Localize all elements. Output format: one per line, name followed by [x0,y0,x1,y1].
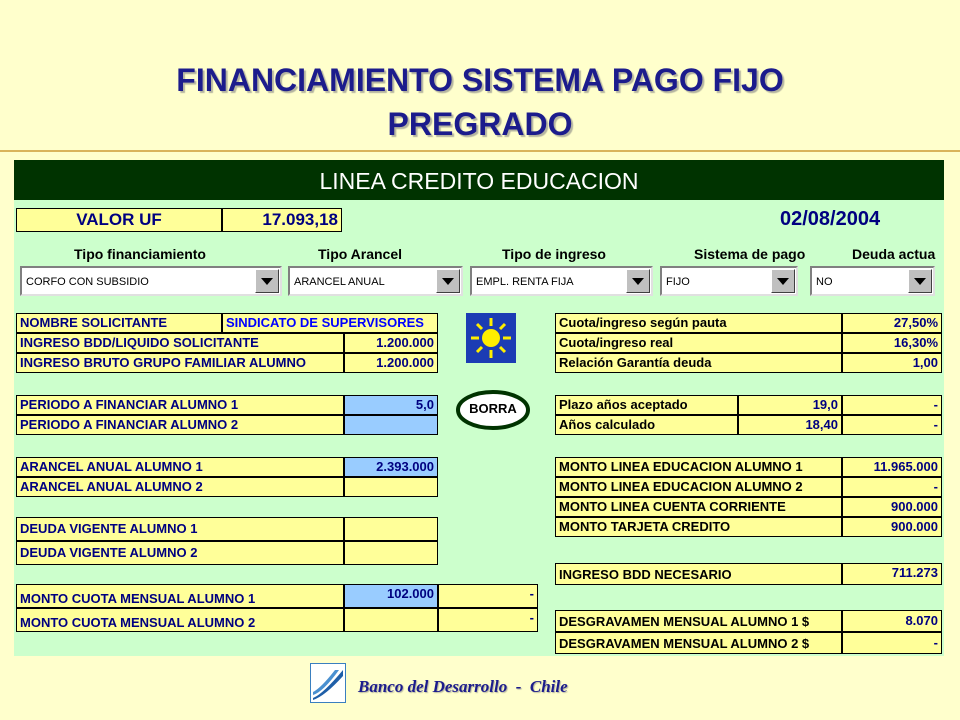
chevron-down-icon[interactable] [255,269,279,293]
chevron-down-icon[interactable] [626,269,650,293]
cuota-pauta-value: 27,50% [842,313,942,333]
monto-educacion-1-value: 11.965.000 [842,457,942,477]
periodo-alumno-1-label: PERIODO A FINANCIAR ALUMNO 1 [16,395,344,415]
cuota-alumno-1-extra: - [438,584,538,608]
select-value: CORFO CON SUBSIDIO [26,276,149,288]
ingreso-bdd-input[interactable]: 1.200.000 [344,333,438,353]
header-tipo-ingreso: Tipo de ingreso [502,246,606,262]
monto-educacion-2-label: MONTO LINEA EDUCACION ALUMNO 2 [555,477,842,497]
bank-logo-icon [310,663,346,703]
desgravamen-1-value: 8.070 [842,610,942,632]
ingreso-bruto-label: INGRESO BRUTO GRUPO FAMILIAR ALUMNO [16,353,344,373]
select-value: FIJO [666,276,690,288]
header-tipo-arancel: Tipo Arancel [318,246,403,262]
chevron-down-icon[interactable] [771,269,795,293]
divider [0,150,960,152]
monto-educacion-2-value: - [842,477,942,497]
cuota-alumno-1-input[interactable]: 102.000 [344,584,438,608]
arancel-alumno-2-input[interactable] [344,477,438,497]
footer-text: Banco del Desarrollo - Chile [358,677,568,696]
monto-educacion-1-label: MONTO LINEA EDUCACION ALUMNO 1 [555,457,842,477]
deuda-alumno-1-label: DEUDA VIGENTE ALUMNO 1 [16,517,344,541]
header-sistema-pago: Sistema de pago [694,246,806,262]
periodo-alumno-2-input[interactable] [344,415,438,435]
page-subtitle: PREGRADO [387,106,573,142]
cuota-real-label: Cuota/ingreso real [555,333,842,353]
anos-calculado-label: Años calculado [555,415,738,435]
relacion-garantia-label: Relación Garantía deuda [555,353,842,373]
plazo-value: 19,0 [738,395,842,415]
chevron-down-icon[interactable] [436,269,460,293]
date: 02/08/2004 [780,208,881,230]
monto-cuenta-corriente-value: 900.000 [842,497,942,517]
periodo-alumno-2-label: PERIODO A FINANCIAR ALUMNO 2 [16,415,344,435]
relacion-garantia-value: 1,00 [842,353,942,373]
sistema-pago-select[interactable] [660,266,798,296]
ingreso-bdd-label: INGRESO BDD/LIQUIDO SOLICITANTE [16,333,344,353]
cuota-alumno-2-extra: - [438,608,538,632]
chevron-down-icon[interactable] [908,269,932,293]
monto-cuenta-corriente-label: MONTO LINEA CUENTA CORRIENTE [555,497,842,517]
plazo-label: Plazo años aceptado [555,395,738,415]
arancel-alumno-2-label: ARANCEL ANUAL ALUMNO 2 [16,477,344,497]
deuda-alumno-1-input[interactable] [344,517,438,541]
cuota-alumno-2-input[interactable] [344,608,438,632]
cuota-pauta-label: Cuota/ingreso según pauta [555,313,842,333]
nombre-solicitante-label: NOMBRE SOLICITANTE [16,313,222,333]
select-value: NO [816,276,833,288]
valor-uf-value: 17.093,18 [222,208,342,232]
ingreso-necesario-label: INGRESO BDD NECESARIO [555,563,842,585]
borra-button[interactable] [456,390,530,430]
tipo-arancel-select[interactable] [288,266,463,296]
anos-calculado-extra: - [842,415,942,435]
cuota-alumno-1-label: MONTO CUOTA MENSUAL ALUMNO 1 [16,584,344,608]
valor-uf-label: VALOR UF [16,208,222,232]
anos-calculado-value: 18,40 [738,415,842,435]
deuda-alumno-2-input[interactable] [344,541,438,565]
banner: LINEA CREDITO EDUCACION [14,160,944,200]
tipo-financiamiento-select[interactable] [20,266,282,296]
cuota-real-value: 16,30% [842,333,942,353]
select-value: EMPL. RENTA FIJA [476,276,574,288]
arancel-alumno-1-input[interactable]: 2.393.000 [344,457,438,477]
deuda-alumno-2-label: DEUDA VIGENTE ALUMNO 2 [16,541,344,565]
borra-label: BORRA [469,401,517,416]
ingreso-bruto-input[interactable]: 1.200.000 [344,353,438,373]
monto-tarjeta-value: 900.000 [842,517,942,537]
desgravamen-2-label: DESGRAVAMEN MENSUAL ALUMNO 2 $ [555,632,842,654]
page-title: FINANCIAMIENTO SISTEMA PAGO FIJO [176,62,784,98]
deuda-actual-select[interactable] [810,266,935,296]
monto-tarjeta-label: MONTO TARJETA CREDITO [555,517,842,537]
sun-icon [466,313,516,363]
header-deuda-actual: Deuda actua [852,246,936,262]
desgravamen-2-value: - [842,632,942,654]
desgravamen-1-label: DESGRAVAMEN MENSUAL ALUMNO 1 $ [555,610,842,632]
cuota-alumno-2-label: MONTO CUOTA MENSUAL ALUMNO 2 [16,608,344,632]
arancel-alumno-1-label: ARANCEL ANUAL ALUMNO 1 [16,457,344,477]
plazo-extra: - [842,395,942,415]
tipo-ingreso-select[interactable] [470,266,653,296]
nombre-solicitante-input[interactable]: SINDICATO DE SUPERVISORES [222,313,438,333]
ingreso-necesario-value: 711.273 [842,563,942,585]
header-tipo-financiamiento: Tipo financiamiento [74,246,206,262]
periodo-alumno-1-input[interactable]: 5,0 [344,395,438,415]
select-value: ARANCEL ANUAL [294,276,385,288]
